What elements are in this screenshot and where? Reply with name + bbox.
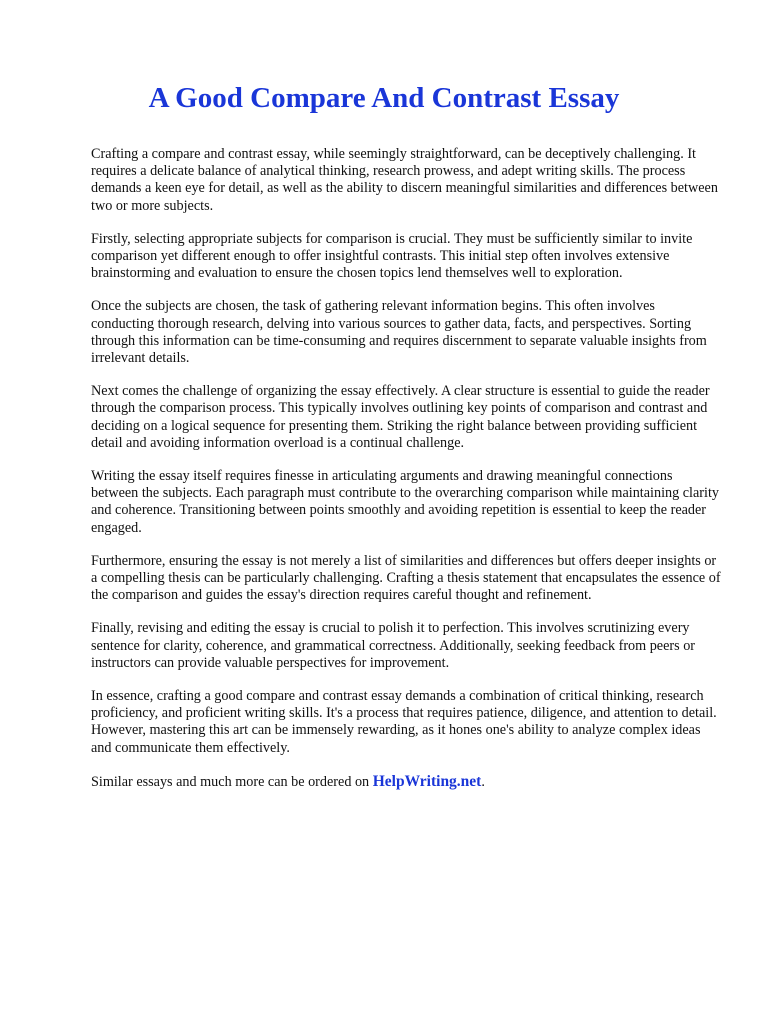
footer-line <box>91 773 721 791</box>
paragraph-1: Crafting a compare and contrast essay, while seemingly straightforward, can be deceptively challenging. It requires a delicate balance of analytical thinking, research prowess, and adept writing skills. The process demands a keen eye for detail, as well as the ability to discern meaningful similarities and differences between two or more subjects. <box>91 146 718 214</box>
footer-suffix: . <box>481 773 485 790</box>
paragraph-3: Once the subjects are chosen, the task of gathering relevant information begins. This often involves conducting thorough research, delving into various sources to gather data, facts, and perspectives. Sorting through this information can be time-consuming and requires discernment to separate valuable insights from irrelevant details. <box>91 298 707 367</box>
paragraph-4: Next comes the challenge of organizing the essay effectively. A clear structure is essential to guide the reader through the comparison process. This typically involves outlining key points of comparison and contrast and deciding on a logical sequence for presenting them. Striking the right balance between providing sufficient detail and avoiding information overload is a continual challenge. <box>91 383 710 451</box>
paragraph-8: In essence, crafting a good compare and contrast essay demands a combination of critical thinking, research proficiency, and proficient writing skills. It's a process that requires patience, diligence, and attention to detail. However, mastering this art can be immensely rewarding, as it hones one's ability to analyze complex ideas and communicate them effectively. <box>91 688 717 756</box>
footer-prefix: Similar essays and much more can be ordered on <box>91 773 373 790</box>
helpwriting-link[interactable]: HelpWriting.net <box>372 772 482 790</box>
page-title: A Good Compare And Contrast Essay <box>148 82 620 114</box>
paragraph-7: Finally, revising and editing the essay is crucial to polish it to perfection. This involves scrutinizing every sentence for clarity, coherence, and grammatical correctness. Additionally, seeking feedback from peers or instructors can provide valuable perspectives for improvement. <box>91 620 696 671</box>
paragraph-2: Firstly, selecting appropriate subjects for comparison is crucial. They must be sufficiently similar to invite comparison yet different enough to offer insightful contrasts. This initial step often involves extensive brainstorming and evaluation to ensure the chosen topics lend themselves well to exploration. <box>91 230 693 282</box>
paragraph-6: Furthermore, ensuring the essay is not merely a list of similarities and differences but offers deeper insights or a compelling thesis can be particularly challenging. Crafting a thesis statement that encapsulates the essence of the comparison and guides the essay's direction requires careful thought and refinement. <box>91 552 721 604</box>
essay-body <box>91 146 721 807</box>
paragraph-5: Writing the essay itself requires finesse in articulating arguments and drawing meaningful connections between the subjects. Each paragraph must contribute to the overarching comparison while maintaining clarity and coherence. Transitioning between points smoothly and avoiding repetition is essential to keep the reader engaged. <box>91 468 719 536</box>
